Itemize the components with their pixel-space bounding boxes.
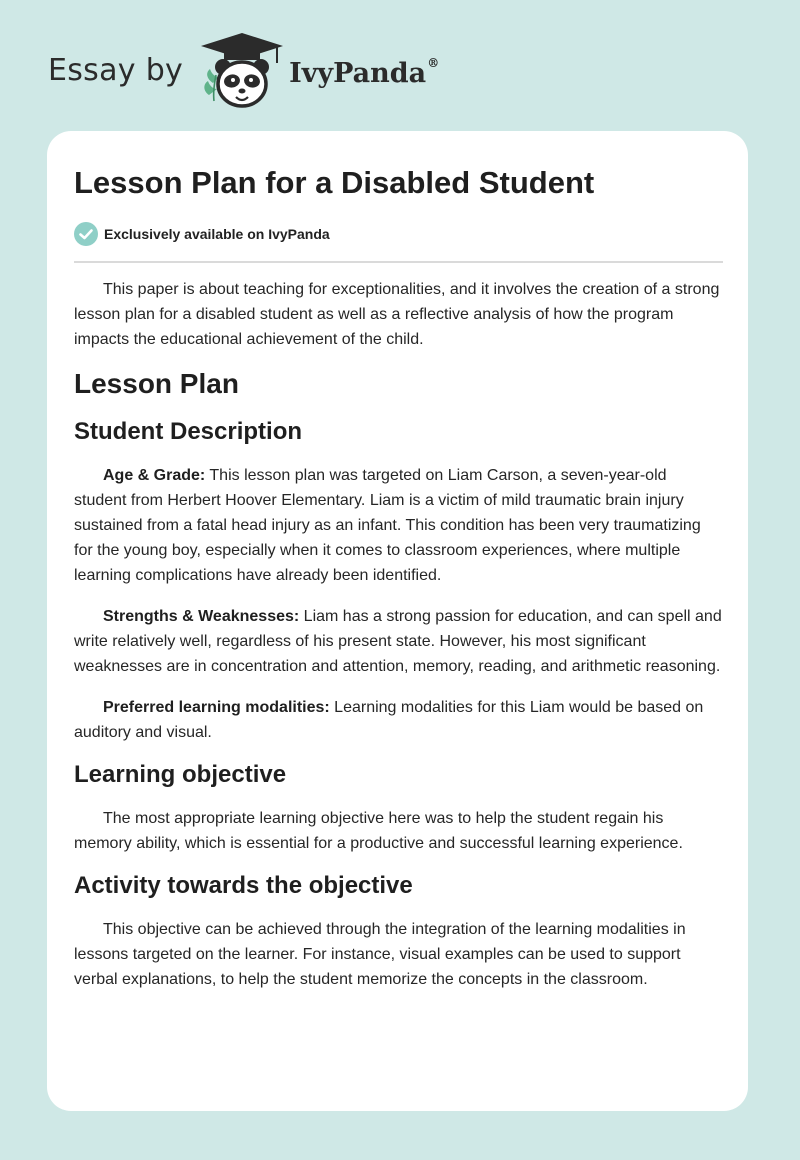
age-grade-paragraph [74,463,723,588]
article-card [47,131,748,1111]
learning-objective-heading: Learning objective [74,761,287,788]
article-body [74,277,723,1008]
strengths-label: Strengths & Weaknesses: [103,608,300,625]
age-grade-text: This lesson plan was targeted on Liam Carson, a seven-year-old student from Herbert Hoover Elementary. Liam is a victim of mild traumatic brain injury sustained from a fatal head injury as an infant. This condition has been very traumatizing for the young boy, especially when it comes to classroom experiences, where multiple learning complications have already been identified. [74,467,701,584]
strengths-paragraph [74,604,723,679]
divider [74,261,723,263]
activity-paragraph: This objective can be achieved through the integration of the learning modalities in lessons targeted on the learner. For instance, visual examples can be used to support verbal explanations, to help the student memorize the concepts in the classroom. [74,921,686,988]
exclusive-badge-text: Exclusively available on IvyPanda [104,226,330,242]
student-description-heading: Student Description [74,418,303,445]
site-header [48,30,439,110]
lesson-plan-heading: Lesson Plan [74,368,239,399]
panda-logo-icon[interactable] [197,29,287,111]
modalities-label: Preferred learning modalities: [103,699,330,716]
registered-mark: ® [427,55,440,70]
brand-prefix: Essay by [48,52,184,88]
brand-name-text: IvyPanda [289,57,427,89]
modalities-text: Learning modalities for this Liam would be based on auditory and visual. [74,699,704,741]
learning-objective-paragraph: The most appropriate learning objective here was to help the student regain his memory ability, which is essential for a productive and successful learning experience. [74,810,683,852]
exclusive-badge [74,222,330,246]
article-title: Lesson Plan for a Disabled Student [74,165,595,200]
age-grade-label: Age & Grade: [103,467,206,484]
brand-name [289,55,440,89]
intro-paragraph: This paper is about teaching for exceptionalities, and it involves the creation of a strong lesson plan for a disabled student as well as a reflective analysis of how the program impacts the educational achievement of the child. [74,281,720,348]
strengths-text: Liam has a strong passion for education, and can spell and write relatively well, regardless of his present state. However, his most significant weaknesses are in concentration and attention, memory, reading, and arithmetic reasoning. [74,608,722,675]
activity-heading: Activity towards the objective [74,872,413,899]
modalities-paragraph [74,695,723,745]
check-badge-icon [74,222,98,246]
